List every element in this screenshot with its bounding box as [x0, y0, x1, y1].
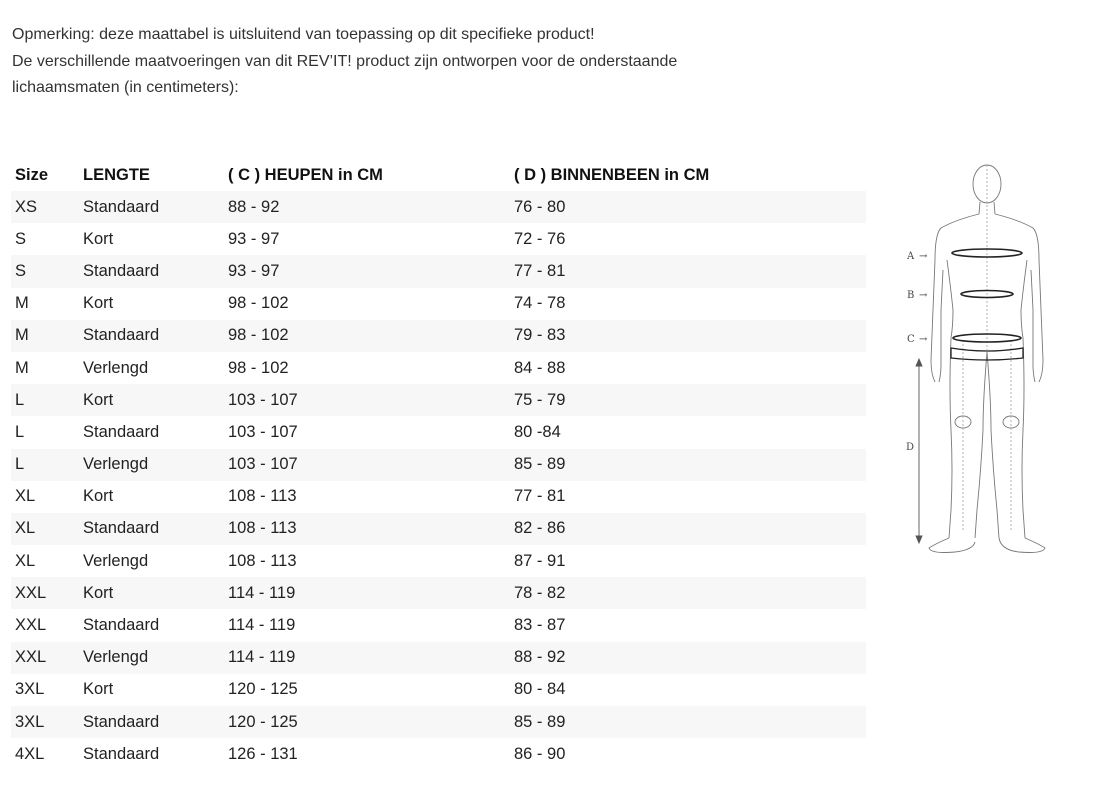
cell-length: Standaard	[79, 255, 224, 287]
cell-inseam: 80 - 84	[510, 674, 866, 706]
legs-outline	[949, 338, 1025, 538]
table-row	[11, 706, 866, 738]
cell-length: Verlengd	[79, 642, 224, 674]
cell-inseam: 80 -84	[510, 416, 866, 448]
table-row	[11, 320, 866, 352]
cell-hips: 108 - 113	[224, 481, 510, 513]
cell-size: S	[11, 223, 79, 255]
table-row	[11, 674, 866, 706]
cell-inseam: 72 - 76	[510, 223, 866, 255]
cell-hips: 108 - 113	[224, 545, 510, 577]
cell-inseam: 84 - 88	[510, 352, 866, 384]
size-table	[11, 159, 866, 770]
table-row	[11, 384, 866, 416]
cell-inseam: 79 - 83	[510, 320, 866, 352]
cell-hips: 103 - 107	[224, 416, 510, 448]
table-body	[11, 191, 866, 770]
table-row	[11, 577, 866, 609]
label-c: C	[907, 334, 915, 345]
mannequin-illustration	[895, 160, 1055, 560]
cell-inseam: 85 - 89	[510, 706, 866, 738]
inseam-arrow-bottom	[916, 536, 922, 543]
cell-hips: 103 - 107	[224, 449, 510, 481]
table-row	[11, 545, 866, 577]
cell-size: XS	[11, 191, 79, 223]
table-header-row	[11, 159, 866, 191]
cell-size: XXL	[11, 577, 79, 609]
body-measurement-figure	[895, 160, 1055, 560]
label-d: D	[906, 442, 915, 453]
cell-size: 3XL	[11, 706, 79, 738]
table-row	[11, 416, 866, 448]
cell-size: S	[11, 255, 79, 287]
cell-inseam: 76 - 80	[510, 191, 866, 223]
cell-hips: 108 - 113	[224, 513, 510, 545]
table-row	[11, 738, 866, 770]
inseam-arrow-top	[916, 359, 922, 366]
cell-hips: 98 - 102	[224, 288, 510, 320]
cell-inseam: 85 - 89	[510, 449, 866, 481]
cell-inseam: 75 - 79	[510, 384, 866, 416]
intro-note	[12, 22, 812, 102]
cell-size: XL	[11, 513, 79, 545]
cell-size: M	[11, 352, 79, 384]
cell-hips: 88 - 92	[224, 191, 510, 223]
cell-inseam: 77 - 81	[510, 255, 866, 287]
cell-inseam: 82 - 86	[510, 513, 866, 545]
cell-inseam: 87 - 91	[510, 545, 866, 577]
table-row	[11, 288, 866, 320]
cell-length: Kort	[79, 674, 224, 706]
table-row	[11, 513, 866, 545]
cell-length: Standaard	[79, 706, 224, 738]
arrow-b-glyph: →	[919, 290, 928, 301]
table-row	[11, 642, 866, 674]
cell-hips: 114 - 119	[224, 577, 510, 609]
table-row	[11, 481, 866, 513]
cell-size: 3XL	[11, 674, 79, 706]
cell-hips: 103 - 107	[224, 384, 510, 416]
intro-line-2: De verschillende maatvoeringen van dit REV’IT! product zijn ontworpen voor de onderstaande	[12, 52, 678, 70]
header-hips: ( C ) HEUPEN in CM	[228, 165, 383, 184]
cell-hips: 98 - 102	[224, 320, 510, 352]
cell-size: XXL	[11, 609, 79, 641]
table-row	[11, 255, 866, 287]
arrow-c-glyph: →	[919, 334, 928, 345]
cell-inseam: 77 - 81	[510, 481, 866, 513]
header-size: Size	[15, 165, 49, 184]
cell-length: Kort	[79, 577, 224, 609]
cell-size: L	[11, 416, 79, 448]
intro-line-1: Opmerking: deze maattabel is uitsluitend van toepassing op dit specifieke product!	[12, 26, 595, 43]
cell-length: Standaard	[79, 609, 224, 641]
cell-length: Standaard	[79, 191, 224, 223]
cell-hips: 120 - 125	[224, 674, 510, 706]
table-row	[11, 352, 866, 384]
cell-hips: 93 - 97	[224, 255, 510, 287]
cell-length: Kort	[79, 288, 224, 320]
cell-size: XXL	[11, 642, 79, 674]
arrow-a-glyph: →	[919, 251, 928, 262]
cell-length: Kort	[79, 481, 224, 513]
cell-length: Standaard	[79, 320, 224, 352]
cell-size: XL	[11, 545, 79, 577]
table-row	[11, 609, 866, 641]
cell-hips: 114 - 119	[224, 609, 510, 641]
cell-size: L	[11, 384, 79, 416]
leg-guide-lines	[963, 340, 1011, 530]
cell-hips: 98 - 102	[224, 352, 510, 384]
cell-hips: 126 - 131	[224, 738, 510, 770]
header-inseam: ( D ) BINNENBEEN in CM	[514, 165, 710, 184]
cell-inseam: 74 - 78	[510, 288, 866, 320]
cell-hips: 93 - 97	[224, 223, 510, 255]
cell-length: Standaard	[79, 738, 224, 770]
cell-length: Verlengd	[79, 449, 224, 481]
cell-length: Verlengd	[79, 352, 224, 384]
cell-size: 4XL	[11, 738, 79, 770]
header-length: LENGTE	[83, 165, 150, 184]
feet-outline	[929, 538, 1045, 553]
intro-line-3: lichaamsmaten (in centimeters):	[12, 79, 239, 96]
cell-length: Kort	[79, 223, 224, 255]
neck-outline	[979, 202, 995, 214]
cell-size: L	[11, 449, 79, 481]
label-b: B	[907, 290, 915, 301]
cell-length: Verlengd	[79, 545, 224, 577]
cell-length: Kort	[79, 384, 224, 416]
table-row	[11, 449, 866, 481]
table-row	[11, 223, 866, 255]
cell-hips: 114 - 119	[224, 642, 510, 674]
table-row	[11, 191, 866, 223]
cell-size: M	[11, 288, 79, 320]
cell-inseam: 86 - 90	[510, 738, 866, 770]
cell-inseam: 83 - 87	[510, 609, 866, 641]
cell-hips: 120 - 125	[224, 706, 510, 738]
cell-size: M	[11, 320, 79, 352]
label-a: A	[907, 251, 915, 262]
cell-inseam: 78 - 82	[510, 577, 866, 609]
cell-inseam: 88 - 92	[510, 642, 866, 674]
cell-length: Standaard	[79, 416, 224, 448]
cell-size: XL	[11, 481, 79, 513]
cell-length: Standaard	[79, 513, 224, 545]
